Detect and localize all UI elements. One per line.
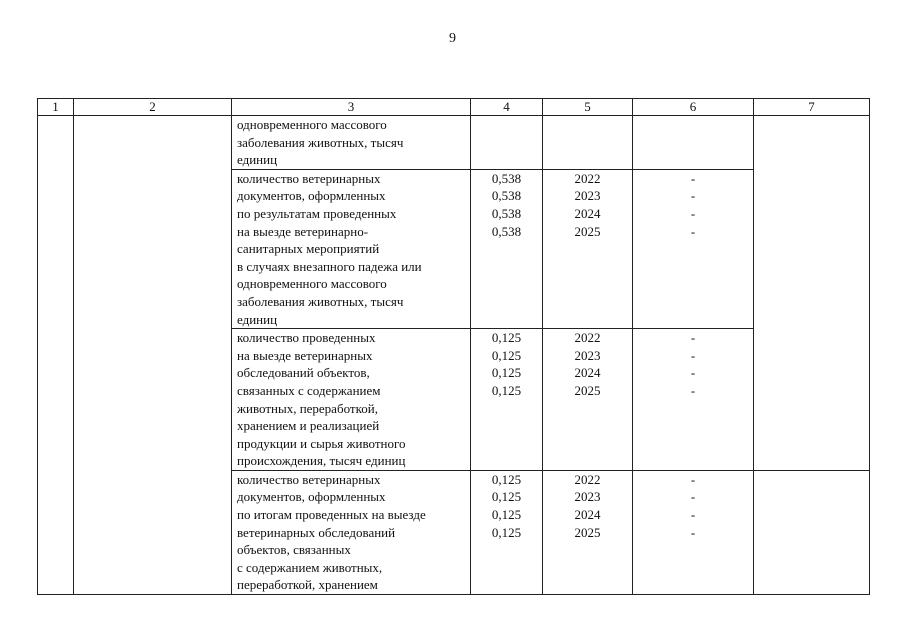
year-cell [543,116,633,170]
column-header: 2 [74,99,232,116]
table-header-row [38,99,870,116]
indicator-description: количество ветеринарных документов, оформленных по результатам проведенных на выезде ветеринарно- санитарных мероприятий в случаях внезапного падежа или одновременного массового заболевания животных, тысяч единиц [232,169,471,328]
value-cell: 0,125 0,125 0,125 0,125 [471,329,543,471]
indicator-description: количество проведенных на выезде ветеринарных обследований объектов, связанных с содержанием животных, переработкой, хранением и реализацией продукции и сырья животного происхождения, тысяч единиц [232,329,471,471]
indicator-description: одновременного массового заболевания животных, тысяч единиц [232,116,471,170]
indicator-description: количество ветеринарных документов, оформленных по итогам проведенных на выезде ветеринарных обследований объектов, связанных с содержанием животных, переработкой, хранением [232,470,471,594]
indicators-table [37,98,870,595]
value-cell [471,116,543,170]
col6-cell [633,116,754,170]
col6-cell: - - - - [633,470,754,594]
value-cell: 0,538 0,538 0,538 0,538 [471,169,543,328]
year-cell: 2022 2023 2024 2025 [543,329,633,471]
table-row [38,116,870,170]
column-header: 3 [232,99,471,116]
value-cell: 0,125 0,125 0,125 0,125 [471,470,543,594]
column-header: 5 [543,99,633,116]
page-number: 9 [449,31,456,46]
col7-cell [754,116,870,471]
column-header: 6 [633,99,754,116]
col7-cell [754,470,870,594]
col6-cell: - - - - [633,329,754,471]
column-header: 7 [754,99,870,116]
col1-cell [38,116,74,595]
col6-cell: - - - - [633,169,754,328]
col2-cell [74,116,232,595]
column-header: 1 [38,99,74,116]
column-header: 4 [471,99,543,116]
year-cell: 2022 2023 2024 2025 [543,470,633,594]
year-cell: 2022 2023 2024 2025 [543,169,633,328]
